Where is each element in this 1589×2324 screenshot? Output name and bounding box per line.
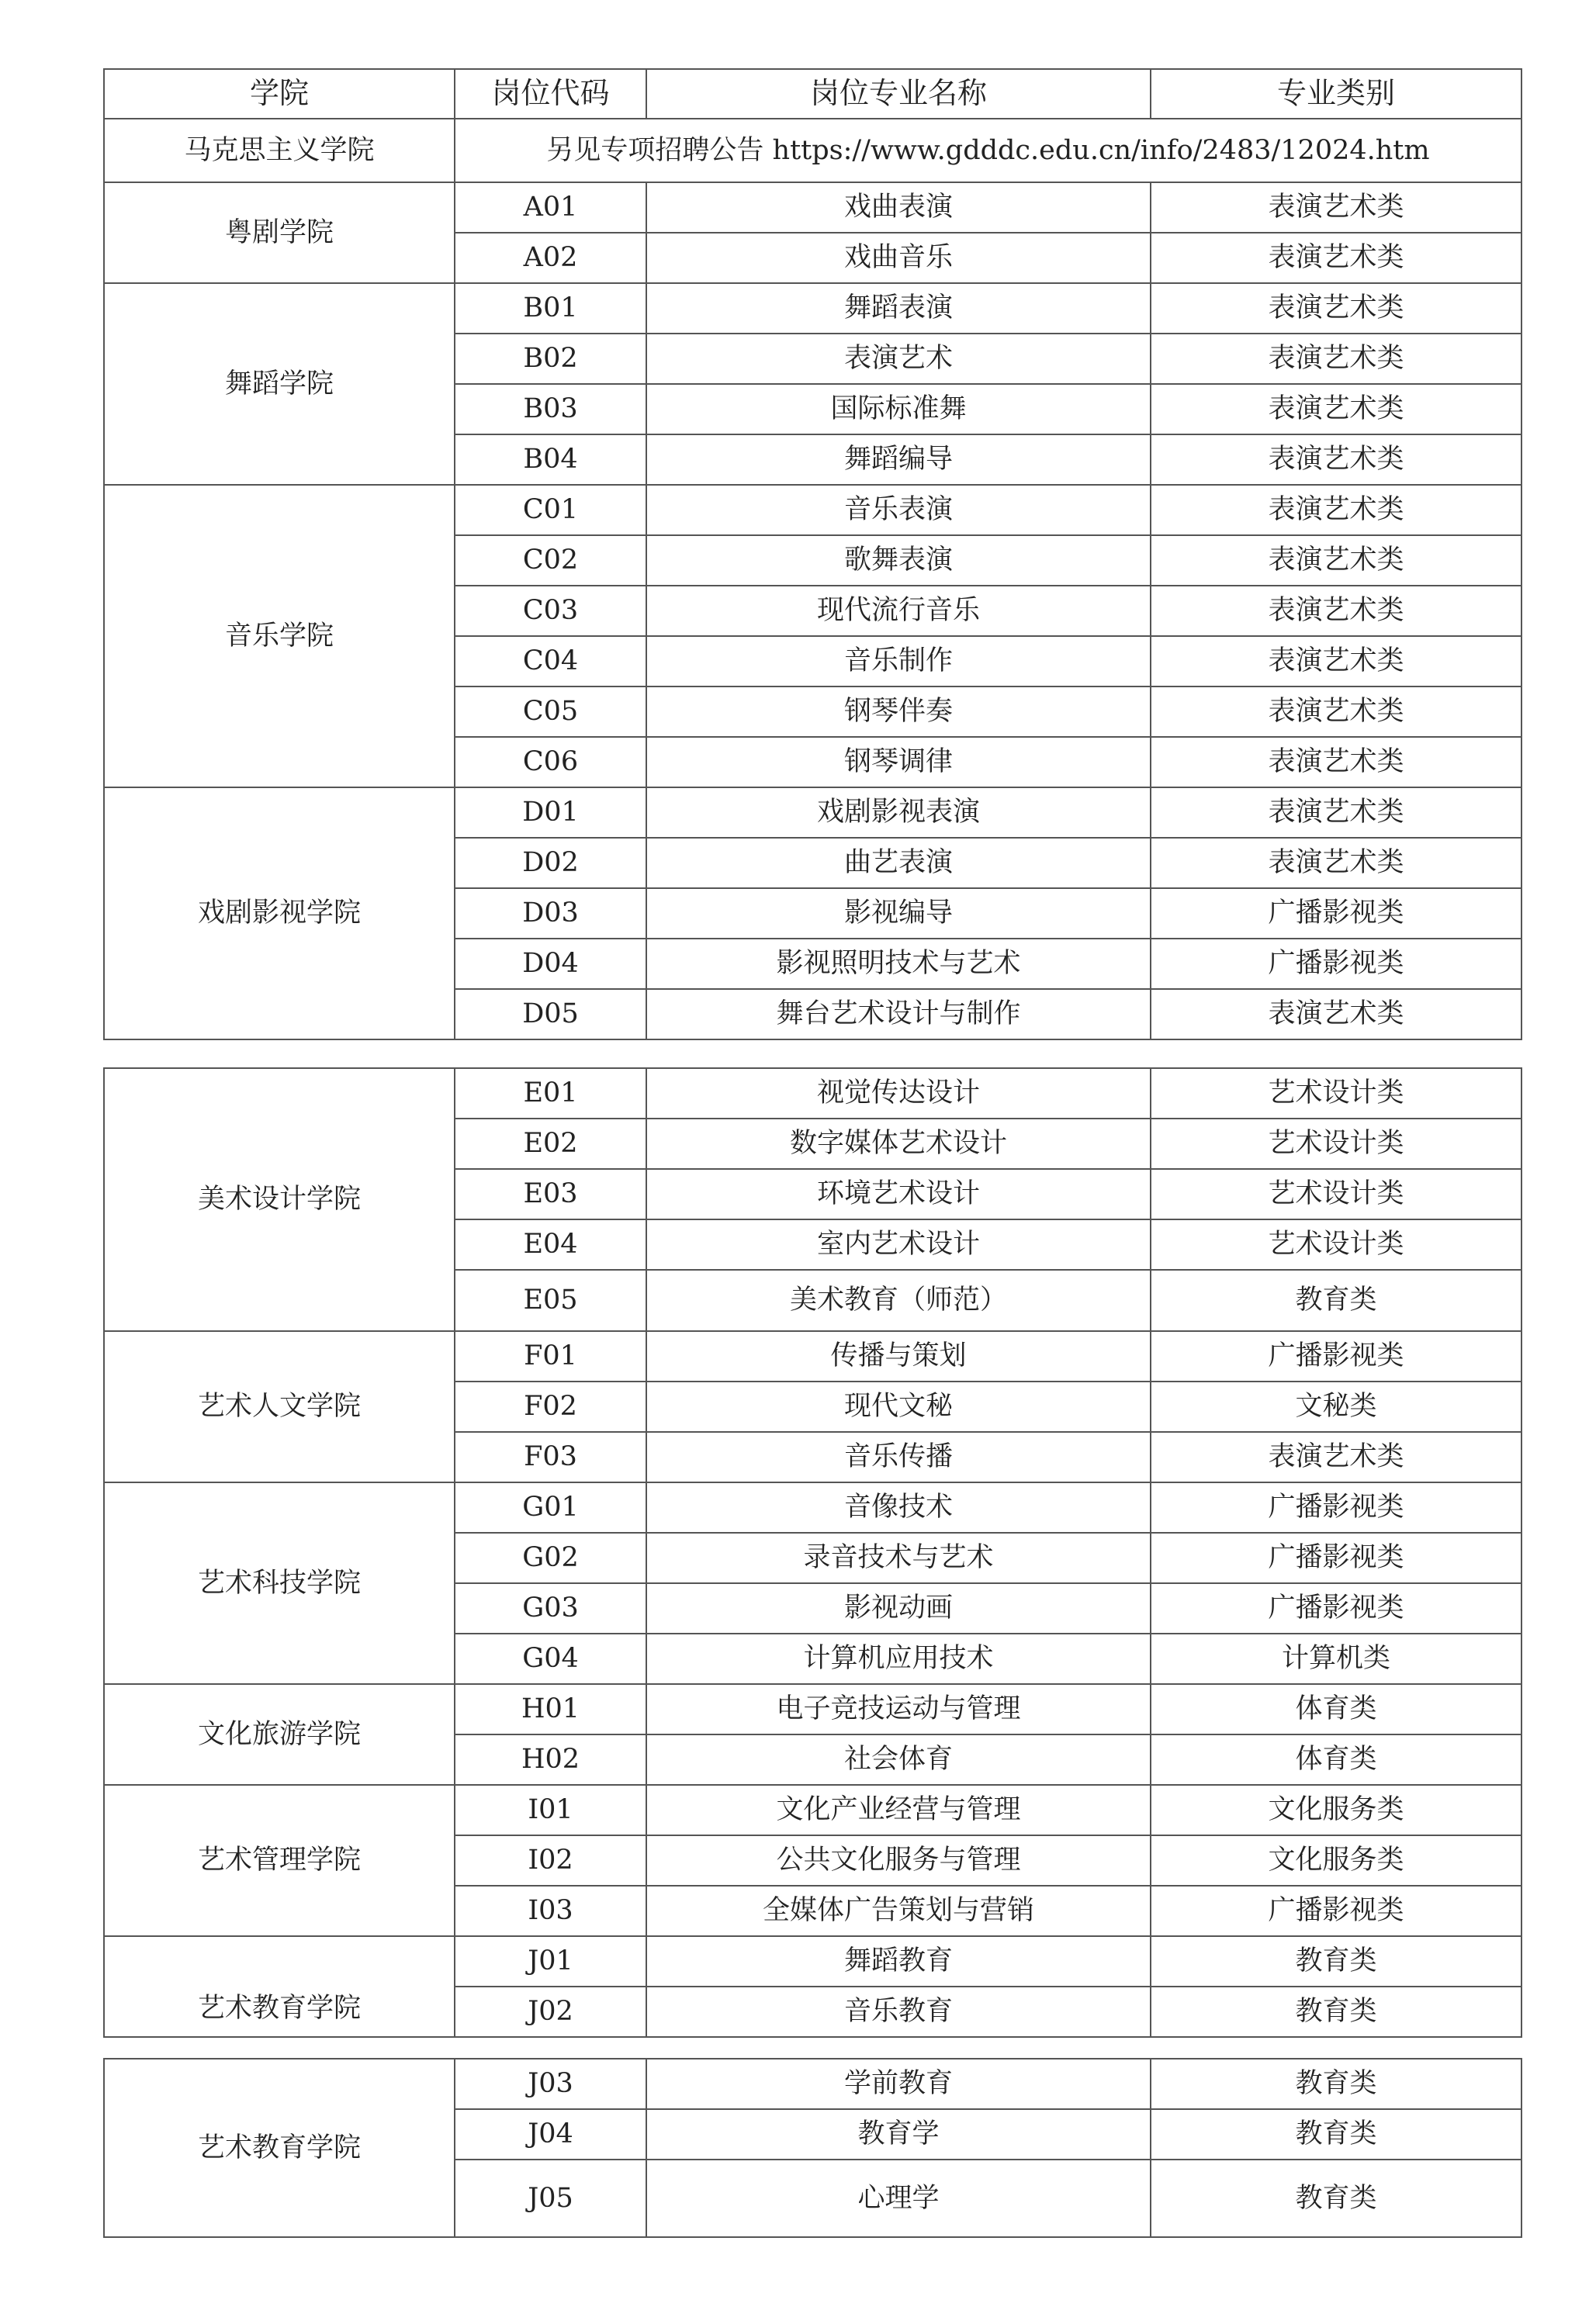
category-cell: 体育类: [1151, 1684, 1521, 1734]
code-cell: E04: [455, 1219, 646, 1270]
category-cell: 艺术设计类: [1151, 1219, 1521, 1270]
major-cell: 社会体育: [646, 1734, 1151, 1785]
major-cell: 公共文化服务与管理: [646, 1835, 1151, 1886]
category-cell: 教育类: [1151, 1987, 1521, 2037]
major-cell: 全媒体广告策划与营销: [646, 1886, 1151, 1936]
major-cell: 国际标准舞: [646, 384, 1151, 434]
code-cell: A02: [455, 233, 646, 283]
code-cell: J05: [455, 2160, 646, 2237]
header-category: 专业类别: [1151, 69, 1521, 119]
code-cell: H02: [455, 1734, 646, 1785]
category-cell: 表演艺术类: [1151, 233, 1521, 283]
recruitment-table-part-2: [103, 1067, 1522, 2038]
category-cell: 广播影视类: [1151, 1482, 1521, 1533]
category-cell: 广播影视类: [1151, 1886, 1521, 1936]
category-cell: 计算机类: [1151, 1634, 1521, 1684]
code-cell: C06: [455, 737, 646, 787]
major-cell: 现代流行音乐: [646, 586, 1151, 636]
major-cell: 音乐制作: [646, 636, 1151, 686]
code-cell: D05: [455, 989, 646, 1039]
major-cell: 教育学: [646, 2109, 1151, 2160]
table-row: [104, 1482, 1521, 1533]
code-cell: D03: [455, 888, 646, 939]
major-cell: 美术教育（师范）: [646, 1270, 1151, 1331]
college-cell: 音乐学院: [104, 485, 455, 787]
category-cell: 文化服务类: [1151, 1835, 1521, 1886]
college-cell: 艺术科技学院: [104, 1482, 455, 1684]
major-cell: 钢琴调律: [646, 737, 1151, 787]
recruitment-table-part-3: [103, 2058, 1522, 2238]
category-cell: 表演艺术类: [1151, 535, 1521, 586]
table-row: [104, 485, 1521, 535]
category-cell: 艺术设计类: [1151, 1119, 1521, 1169]
category-cell: 广播影视类: [1151, 888, 1521, 939]
code-cell: F03: [455, 1432, 646, 1482]
category-cell: 广播影视类: [1151, 939, 1521, 989]
major-cell: 文化产业经营与管理: [646, 1785, 1151, 1835]
category-cell: 表演艺术类: [1151, 434, 1521, 485]
category-cell: 文化服务类: [1151, 1785, 1521, 1835]
major-cell: 室内艺术设计: [646, 1219, 1151, 1270]
major-cell: 学前教育: [646, 2059, 1151, 2109]
code-cell: G01: [455, 1482, 646, 1533]
category-cell: 表演艺术类: [1151, 485, 1521, 535]
category-cell: 艺术设计类: [1151, 1169, 1521, 1219]
code-cell: C04: [455, 636, 646, 686]
major-cell: 影视动画: [646, 1583, 1151, 1634]
code-cell: J04: [455, 2109, 646, 2160]
code-cell: C05: [455, 686, 646, 737]
recruitment-table-part-1: [103, 68, 1522, 1040]
code-cell: A01: [455, 182, 646, 233]
major-cell: 钢琴伴奏: [646, 686, 1151, 737]
major-cell: 现代文秘: [646, 1382, 1151, 1432]
major-cell: 电子竞技运动与管理: [646, 1684, 1151, 1734]
category-cell: 体育类: [1151, 1734, 1521, 1785]
major-cell: 音乐传播: [646, 1432, 1151, 1482]
major-cell: 心理学: [646, 2160, 1151, 2237]
category-cell: 教育类: [1151, 2160, 1521, 2237]
code-cell: F01: [455, 1331, 646, 1382]
code-cell: G04: [455, 1634, 646, 1684]
code-cell: E03: [455, 1169, 646, 1219]
code-cell: D04: [455, 939, 646, 989]
code-cell: D02: [455, 838, 646, 888]
major-cell: 计算机应用技术: [646, 1634, 1151, 1684]
table-row: [104, 182, 1521, 233]
major-cell: 歌舞表演: [646, 535, 1151, 586]
category-cell: 表演艺术类: [1151, 384, 1521, 434]
category-cell: 教育类: [1151, 2109, 1521, 2160]
major-cell: 舞蹈教育: [646, 1936, 1151, 1987]
table-row: [104, 1684, 1521, 1734]
table-row: [104, 119, 1521, 182]
table-row: [104, 283, 1521, 334]
code-cell: H01: [455, 1684, 646, 1734]
table-row: [104, 2059, 1521, 2109]
major-cell: 戏曲音乐: [646, 233, 1151, 283]
major-cell: 传播与策划: [646, 1331, 1151, 1382]
college-cell: 戏剧影视学院: [104, 787, 455, 1039]
category-cell: 广播影视类: [1151, 1583, 1521, 1634]
category-cell: 表演艺术类: [1151, 182, 1521, 233]
major-cell: 舞蹈编导: [646, 434, 1151, 485]
major-cell: 视觉传达设计: [646, 1068, 1151, 1119]
college-cell: 艺术教育学院: [104, 1936, 455, 2037]
major-cell: 录音技术与艺术: [646, 1533, 1151, 1583]
notice-link-cell[interactable]: 另见专项招聘公告 https://www.gdddc.edu.cn/info/2483/12024.htm: [455, 119, 1521, 182]
major-cell: 表演艺术: [646, 334, 1151, 384]
college-cell: 艺术管理学院: [104, 1785, 455, 1936]
code-cell: E02: [455, 1119, 646, 1169]
college-cell: 粤剧学院: [104, 182, 455, 283]
college-cell: 舞蹈学院: [104, 283, 455, 485]
category-cell: 广播影视类: [1151, 1331, 1521, 1382]
category-cell: 表演艺术类: [1151, 737, 1521, 787]
category-cell: 艺术设计类: [1151, 1068, 1521, 1119]
category-cell: 教育类: [1151, 1936, 1521, 1987]
code-cell: G02: [455, 1533, 646, 1583]
major-cell: 舞台艺术设计与制作: [646, 989, 1151, 1039]
major-cell: 音像技术: [646, 1482, 1151, 1533]
category-cell: 表演艺术类: [1151, 838, 1521, 888]
table-row: [104, 787, 1521, 838]
major-cell: 曲艺表演: [646, 838, 1151, 888]
code-cell: G03: [455, 1583, 646, 1634]
code-cell: B03: [455, 384, 646, 434]
code-cell: J03: [455, 2059, 646, 2109]
category-cell: 表演艺术类: [1151, 636, 1521, 686]
code-cell: B02: [455, 334, 646, 384]
table-row: [104, 1936, 1521, 1987]
code-cell: B01: [455, 283, 646, 334]
category-cell: 教育类: [1151, 2059, 1521, 2109]
major-cell: 戏曲表演: [646, 182, 1151, 233]
category-cell: 教育类: [1151, 1270, 1521, 1331]
code-cell: B04: [455, 434, 646, 485]
college-cell: 艺术人文学院: [104, 1331, 455, 1482]
category-cell: 表演艺术类: [1151, 1432, 1521, 1482]
table-row: [104, 1785, 1521, 1835]
category-cell: 表演艺术类: [1151, 989, 1521, 1039]
code-cell: J01: [455, 1936, 646, 1987]
code-cell: C02: [455, 535, 646, 586]
major-cell: 影视照明技术与艺术: [646, 939, 1151, 989]
code-cell: I01: [455, 1785, 646, 1835]
code-cell: D01: [455, 787, 646, 838]
college-cell: 艺术教育学院: [104, 2059, 455, 2237]
category-cell: 表演艺术类: [1151, 787, 1521, 838]
category-cell: 文秘类: [1151, 1382, 1521, 1432]
major-cell: 音乐表演: [646, 485, 1151, 535]
major-cell: 影视编导: [646, 888, 1151, 939]
category-cell: 表演艺术类: [1151, 686, 1521, 737]
major-cell: 戏剧影视表演: [646, 787, 1151, 838]
code-cell: J02: [455, 1987, 646, 2037]
header-code: 岗位代码: [455, 69, 646, 119]
major-cell: 音乐教育: [646, 1987, 1151, 2037]
major-cell: 环境艺术设计: [646, 1169, 1151, 1219]
code-cell: E05: [455, 1270, 646, 1331]
header-major: 岗位专业名称: [646, 69, 1151, 119]
table-row: [104, 1068, 1521, 1119]
code-cell: C01: [455, 485, 646, 535]
college-cell: 文化旅游学院: [104, 1684, 455, 1785]
category-cell: 表演艺术类: [1151, 283, 1521, 334]
code-cell: E01: [455, 1068, 646, 1119]
category-cell: 表演艺术类: [1151, 586, 1521, 636]
major-cell: 数字媒体艺术设计: [646, 1119, 1151, 1169]
code-cell: I02: [455, 1835, 646, 1886]
college-cell: 美术设计学院: [104, 1068, 455, 1331]
category-cell: 广播影视类: [1151, 1533, 1521, 1583]
table-header-row: [104, 69, 1521, 119]
header-college: 学院: [104, 69, 455, 119]
major-cell: 舞蹈表演: [646, 283, 1151, 334]
code-cell: F02: [455, 1382, 646, 1432]
code-cell: I03: [455, 1886, 646, 1936]
category-cell: 表演艺术类: [1151, 334, 1521, 384]
code-cell: C03: [455, 586, 646, 636]
college-cell: 马克思主义学院: [104, 119, 455, 182]
table-row: [104, 1331, 1521, 1382]
